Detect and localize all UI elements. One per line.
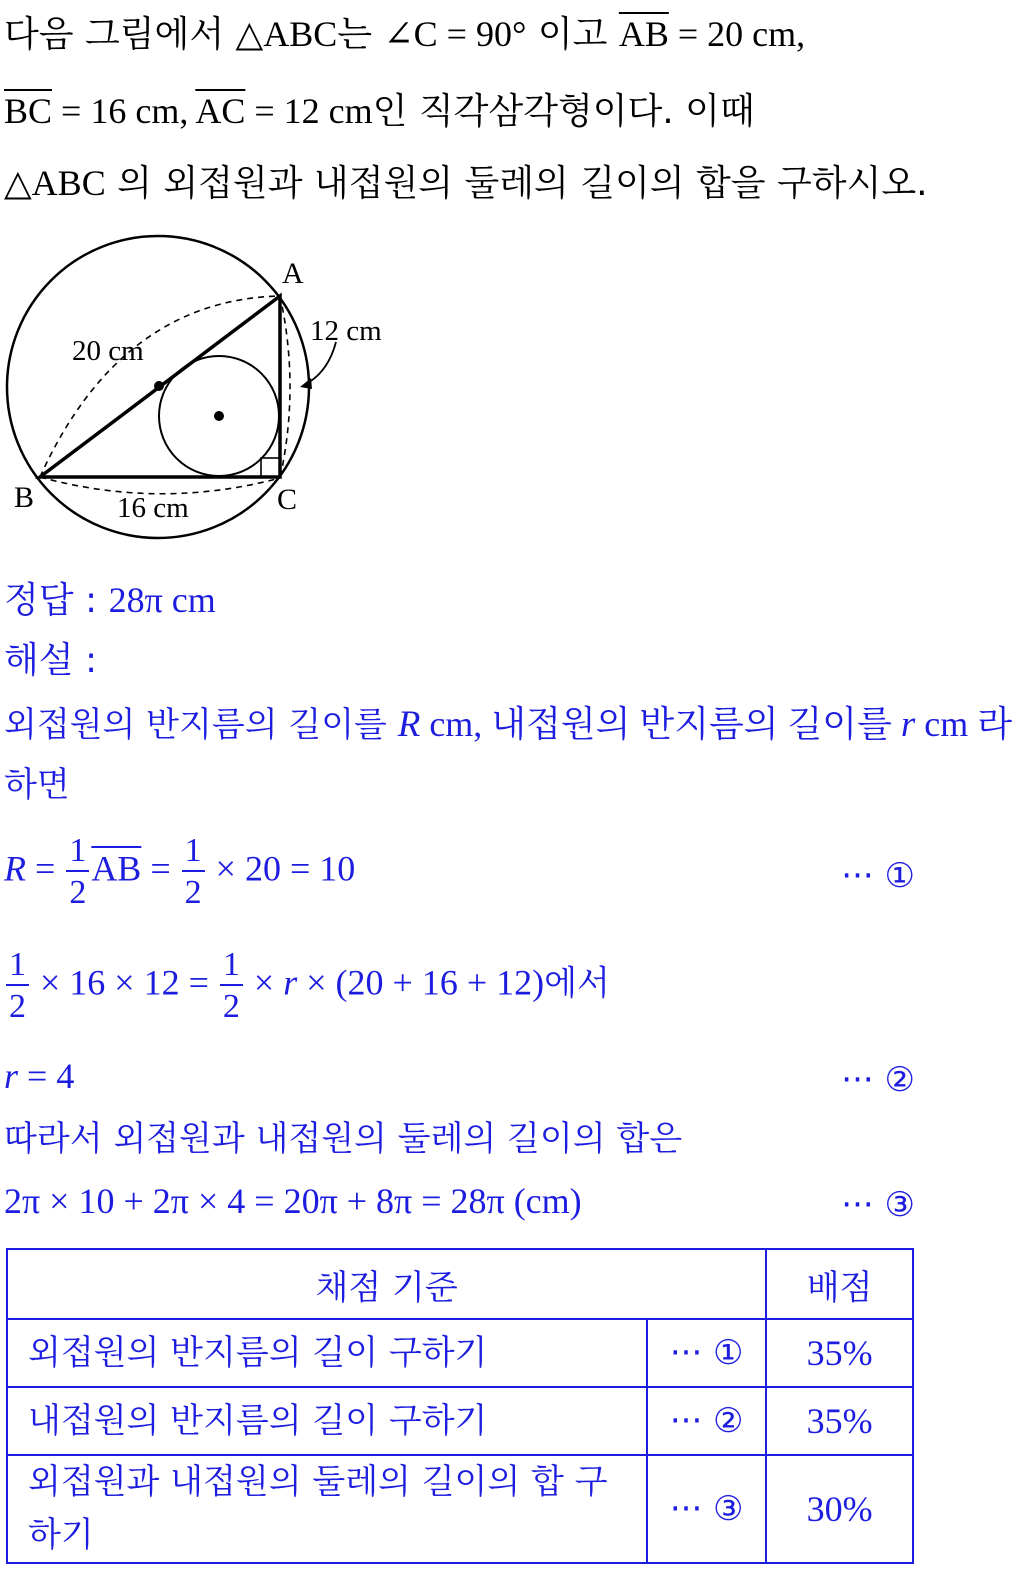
length-ab: = 20 cm, [668,14,806,54]
header-criteria: 채점 기준 [7,1249,766,1319]
fraction-half: $\frac{1}{2}$ [66,834,89,910]
equation-3 [4,1058,74,1094]
problem-text: 는 [337,14,384,55]
answer-label: 정답 : [4,580,109,621]
problem-line-2 [4,93,755,130]
criteria-item: 외접원과 내접원의 둘레의 길이의 합 구하기 [7,1455,647,1563]
circumcenter-dot [154,381,164,391]
equation-4: 2π × 10 + 2π × 4 = 20π + 8π = 28π (cm) [4,1181,582,1221]
step-mark-2: ··· ② [841,1060,915,1100]
segment-ab: $\overline{AB}$ [91,848,142,889]
table-row [7,1455,913,1563]
length-bc: = 16 cm, [52,91,196,131]
scoring-table [6,1248,914,1564]
equation-tail: × 20 = 10 [206,848,356,889]
var-R: R [397,704,421,745]
solution-text: cm 라 [915,704,1012,744]
step-mark-1: ··· ① [841,856,915,896]
eq-sign: = [141,848,180,889]
conclusion-text: 따라서 외접원과 내접원의 둘레의 길이의 합은 [4,1119,683,1159]
vertex-b-label: B [14,481,35,514]
solution-text: cm, 내접원의 반지름의 길이를 [420,704,901,744]
problem-line-1 [4,16,805,53]
problem-line-3 [4,165,928,202]
var-r: r [4,1056,19,1096]
header-points: 배점 [766,1249,913,1319]
problem-text: 인 직각삼각형이다. 이때 [372,91,755,132]
fraction-half: $\frac{1}{2}$ [220,948,243,1024]
right-angle-mark [261,458,280,477]
arrow-head [300,378,312,389]
length-label-ab: 20 cm [72,335,144,367]
criteria-mark: ··· ③ [647,1455,766,1563]
length-ac: = 12 cm [245,91,373,131]
segment-ac: $\overline{AC}$ [195,91,246,131]
fraction-half: $\frac{1}{2}$ [6,948,29,1024]
criteria-points: 35% [766,1387,913,1455]
angle-condition: ∠C = 90° [383,14,527,54]
equation-1 [4,834,355,910]
table-row [7,1387,913,1455]
equation-part: × (20 + 16 + 12) [297,962,545,1003]
segment-ab: $\overline{AB}$ [618,14,669,54]
solution-text: 에서 [544,963,610,1004]
var-R: R [4,848,26,889]
equation-part: × 16 × 12 = [31,962,218,1003]
table-header-row [7,1249,913,1319]
length-label-ac: 12 cm [310,315,382,347]
vertex-a-label: A [282,257,304,290]
equation-2: $\frac{1}{2}$ × 16 × 12 = $\frac{1}{2}$ × r × (20 + 16 + 12)에서 [4,948,610,1024]
eq-sign: = [26,848,65,889]
triangle-symbol: △ABC [4,163,106,203]
criteria-item: 내접원의 반지름의 길이 구하기 [7,1387,647,1455]
problem-text: 의 외접원과 내접원의 둘레의 길이의 합을 구하시오. [105,163,928,204]
criteria-points: 35% [766,1319,913,1387]
var-r: r [900,704,916,745]
criteria-points: 30% [766,1455,913,1563]
solution-intro-cont: 하면 [4,765,70,805]
solution-label: 해설 : [4,640,98,681]
criteria-item: 외접원의 반지름의 길이 구하기 [7,1319,647,1387]
var-r: r [283,962,298,1003]
label-pointer-arrow [306,342,336,384]
answer-value: 28π cm [108,580,216,620]
problem-text: 이고 [526,14,619,55]
triangle-figure [0,250,420,550]
solution-text: 외접원의 반지름의 길이를 [4,705,398,745]
fraction-half: $\frac{1}{2}$ [182,834,205,910]
criteria-mark: ··· ② [647,1387,766,1455]
criteria-mark: ··· ① [647,1319,766,1387]
incenter-dot [214,411,224,421]
triangle-symbol: △ABC [235,14,338,54]
vertex-c-label: C [277,483,298,516]
step-mark-3: ··· ③ [841,1185,915,1225]
problem-text: 다음 그림에서 [4,14,236,55]
answer-line [4,582,216,619]
equation-part: = 4 [18,1056,75,1096]
solution-intro [4,706,1012,743]
length-label-bc: 16 cm [117,492,189,524]
segment-bc: $\overline{BC}$ [4,91,53,131]
table-row [7,1319,913,1387]
